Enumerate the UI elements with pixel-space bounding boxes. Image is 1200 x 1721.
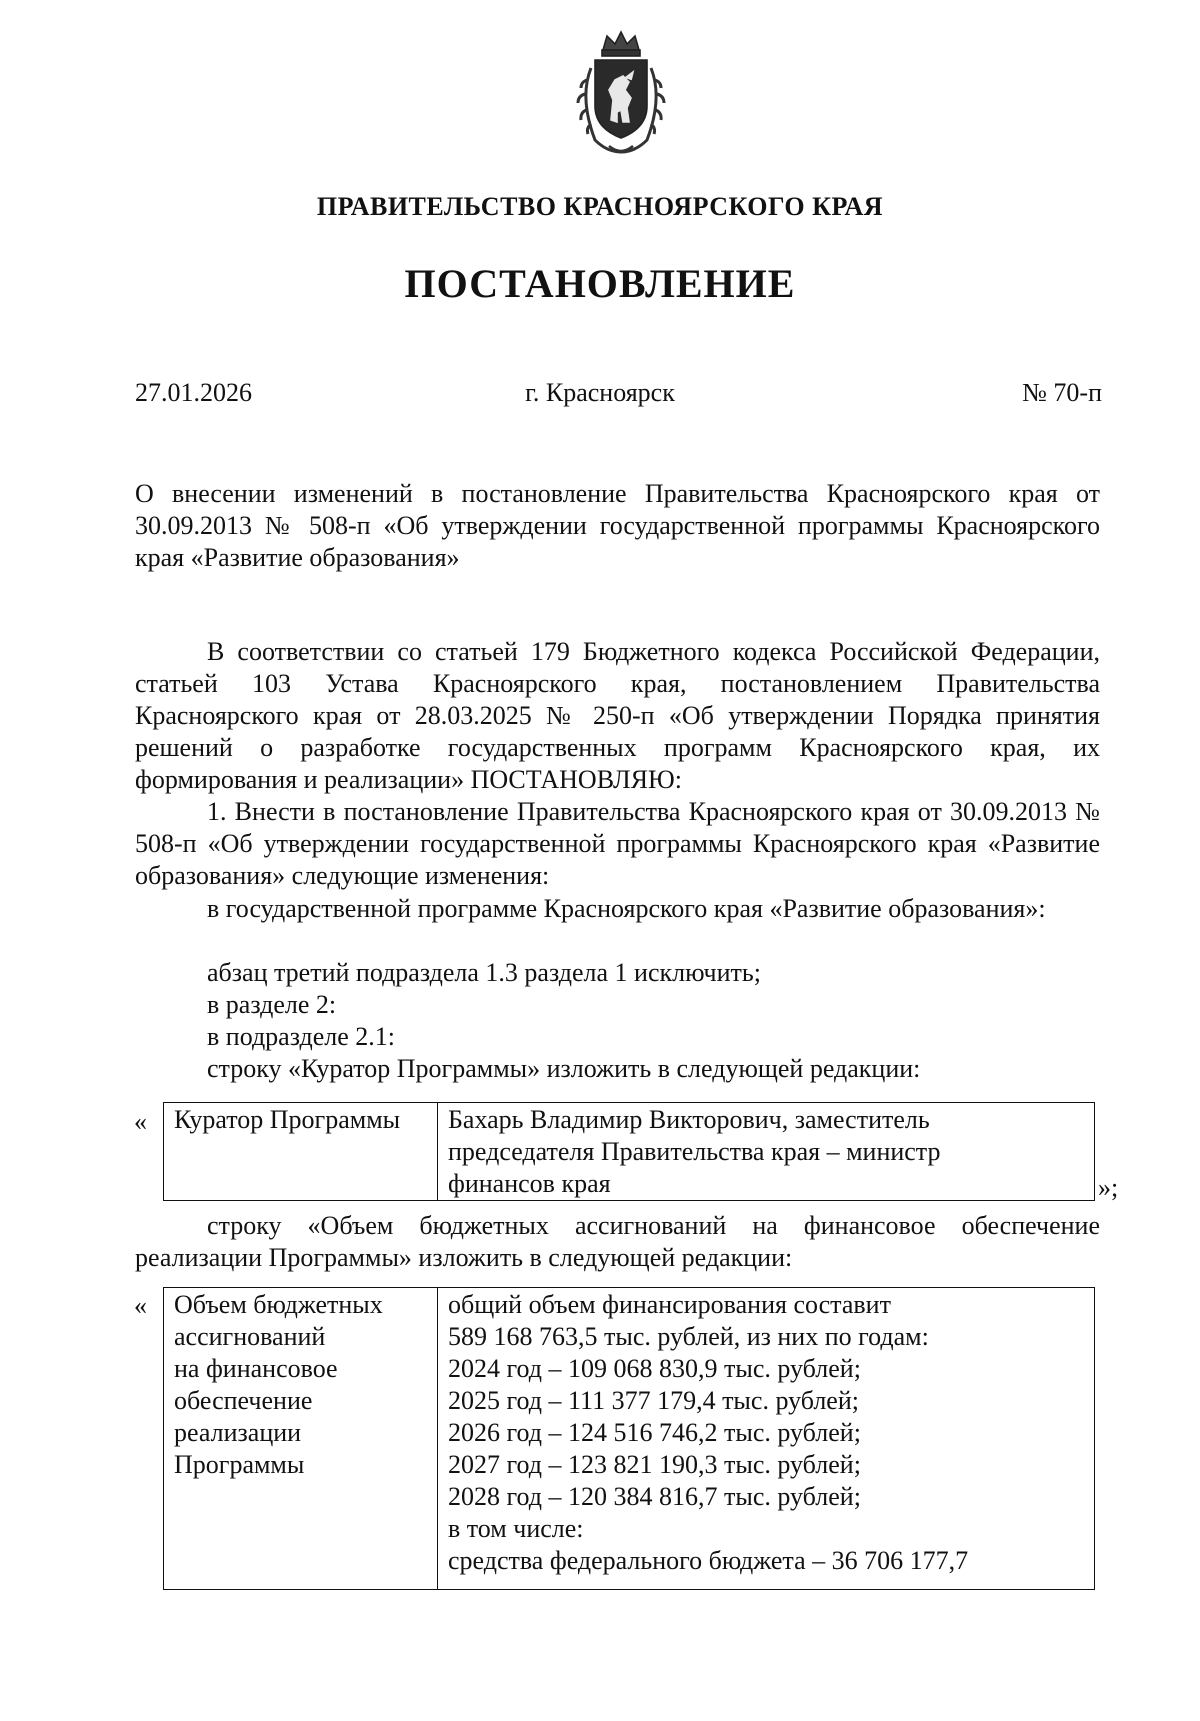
budget-label-line: ассигнований [174,1322,326,1351]
curator-label-cell [164,1103,438,1201]
table-row [164,1103,1095,1201]
budget-label-cell [164,1288,438,1590]
budget-value-line: 2024 год – 109 068 830,9 тыс. рублей; [448,1354,861,1383]
decree-date: 27.01.2026 [135,378,252,407]
curator-value-line: Бахарь Владимир Викторович, заместитель [448,1105,930,1134]
curator-label: Куратор Программы [174,1105,401,1134]
program-changes-paragraph: в государственной программе Красноярского края «Развитие образования»: [207,894,1046,923]
budget-value-line: в том числе: [448,1514,584,1543]
budget-label-line: обеспечение [174,1386,313,1415]
table-row [164,1288,1095,1590]
decree-city: г. Красноярск [525,378,675,407]
budget-label-line: на финансовое [174,1354,338,1383]
budget-value-line: 589 168 763,5 тыс. рублей, из них по годам: [448,1322,929,1351]
budget-label-line: реализации [174,1418,302,1447]
coat-of-arms-emblem [565,28,677,158]
budget-value-line: общий объем финансирования составит [448,1290,891,1319]
curator-value-line: председателя Правительства края – министр [448,1137,941,1166]
document-type-title: ПОСТАНОВЛЕНИЕ [404,261,796,306]
budget-table [163,1287,1095,1590]
curator-table [163,1102,1095,1201]
budget-value-line: 2026 год – 124 516 746,2 тыс. рублей; [448,1418,861,1447]
preamble-paragraph: В соответствии со статьей 179 Бюджетного кодекса Российской Федерации, статьей 103 Устава Красноярского края, постановлением Правительства Красноярского края от 28.03.2025 № 250-п «Об утверждении Порядка принятия решений о разработке государственных программ Красноярского края, их формирования и реализации» ПОСТАНОВЛЯЮ: [135,637,1100,794]
change-line: абзац третий подраздела 1.3 раздела 1 исключить; [207,958,761,987]
budget-value-line: 2028 год – 120 384 816,7 тыс. рублей; [448,1482,861,1511]
decree-number: № 70-п [1022,378,1102,407]
closing-quote: »; [1098,1173,1119,1202]
change-line: строку «Куратор Программы» изложить в следующей редакции: [207,1054,921,1083]
change-line: в разделе 2: [207,990,337,1019]
change-line: в подразделе 2.1: [207,1022,396,1051]
budget-label-line: Объем бюджетных [174,1290,383,1319]
government-title: ПРАВИТЕЛЬСТВО КРАСНОЯРСКОГО КРАЯ [316,192,884,221]
budget-change-paragraph: строку «Объем бюджетных ассигнований на финансовое обеспечение реализации Программы» изложить в следующей редакции: [135,1211,1100,1272]
budget-value-line: средства федерального бюджета – 36 706 177,7 [448,1546,969,1575]
opening-quote: « [134,1291,147,1320]
budget-value-line: 2025 год – 111 377 179,4 тыс. рублей; [448,1386,859,1415]
budget-value-line: 2027 год – 123 821 190,3 тыс. рублей; [448,1450,861,1479]
curator-value-line: финансов края [448,1169,611,1198]
opening-quote: « [134,1107,147,1136]
budget-value-cell [438,1288,1095,1590]
clause-1-paragraph: 1. Внести в постановление Правительства Красноярского края от 30.09.2013 № 508-п «Об утверждении государственной программы Красноярского края «Развитие образования» следующие изменения: [135,797,1100,890]
curator-value-cell [438,1103,1095,1201]
budget-label-line: Программы [174,1450,305,1479]
decree-subject: О внесении изменений в постановление Правительства Красноярского края от 30.09.2013 № 508-п «Об утверждении государственной программы Красноярского края «Развитие образования» [135,479,1100,572]
